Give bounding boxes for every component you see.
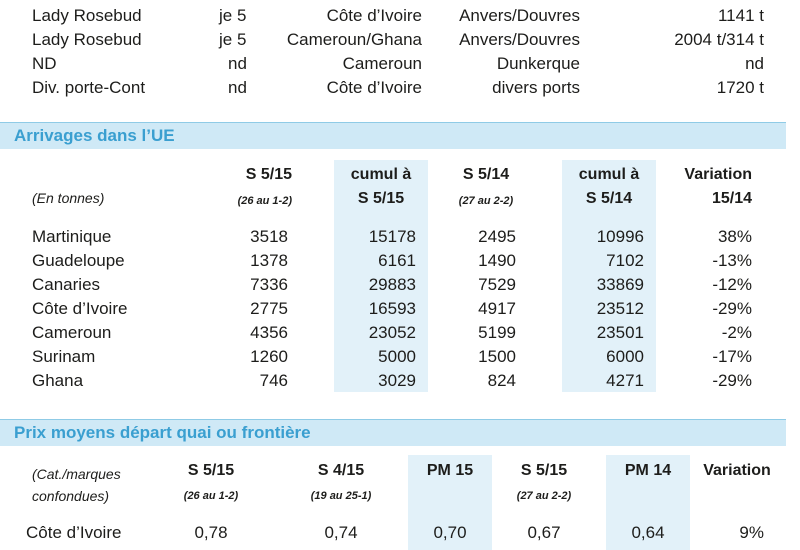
row-variation: -17% bbox=[712, 347, 752, 366]
ship-port: Dunkerque bbox=[496, 54, 580, 73]
row-s514: 4917 bbox=[478, 299, 516, 318]
shipment-row bbox=[0, 4, 800, 28]
shipment-row bbox=[0, 52, 800, 76]
shipment-row bbox=[0, 76, 800, 100]
row-s514: 5199 bbox=[478, 323, 516, 342]
row-variation: -29% bbox=[712, 371, 752, 390]
row-s514: 0,67 bbox=[527, 523, 561, 542]
row-origin: Martinique bbox=[32, 227, 112, 246]
arrivals-col-s514: S 5/14 bbox=[462, 166, 510, 183]
prices-col-s515: S 5/15 bbox=[187, 462, 235, 479]
arrivals-row bbox=[0, 225, 800, 249]
prices-col-s514: S 5/15 bbox=[520, 462, 568, 479]
row-origin: Canaries bbox=[32, 275, 101, 294]
prices-col-s415-range: (19 au 25-1) bbox=[310, 490, 372, 502]
row-origin: Côte d’Ivoire bbox=[32, 299, 128, 318]
row-cumul14: 4271 bbox=[606, 371, 644, 390]
arrivals-row bbox=[0, 369, 800, 393]
ship-quantity: 1720 t bbox=[716, 78, 764, 97]
arrivals-row bbox=[0, 345, 800, 369]
row-origin: Guadeloupe bbox=[32, 251, 125, 270]
prices-col-pm15: PM 15 bbox=[426, 462, 474, 479]
ship-name: Div. porte-Cont bbox=[32, 78, 146, 97]
prices-row bbox=[0, 521, 800, 545]
row-s515: 7336 bbox=[250, 275, 288, 294]
row-s515: 1260 bbox=[250, 347, 288, 366]
row-origin: Cameroun bbox=[32, 323, 112, 342]
shipment-row bbox=[0, 28, 800, 52]
arrivals-col-cumul15-line1: cumul à bbox=[350, 166, 412, 183]
ship-origin: Cameroun/Ghana bbox=[286, 30, 422, 49]
row-variation: -13% bbox=[712, 251, 752, 270]
row-origin: Surinam bbox=[32, 347, 96, 366]
arrivals-section-header bbox=[0, 122, 786, 149]
row-variation: -29% bbox=[712, 299, 752, 318]
arrivals-row bbox=[0, 297, 800, 321]
row-s415: 0,74 bbox=[324, 523, 358, 542]
prices-note-line1: (Cat./marques bbox=[32, 466, 121, 482]
row-s514: 1490 bbox=[478, 251, 516, 270]
row-s515: 4356 bbox=[250, 323, 288, 342]
ship-origin: Côte d’Ivoire bbox=[326, 6, 422, 25]
row-cumul15: 29883 bbox=[368, 275, 416, 294]
prices-col-pm14: PM 14 bbox=[624, 462, 672, 479]
prices-col-s515-range: (26 au 1-2) bbox=[183, 490, 239, 502]
prices-col-s415: S 4/15 bbox=[317, 462, 365, 479]
row-s514: 1500 bbox=[478, 347, 516, 366]
prices-title: Prix moyens départ quai ou frontière bbox=[14, 423, 311, 442]
ship-day: nd bbox=[228, 54, 247, 73]
row-cumul14: 6000 bbox=[606, 347, 644, 366]
arrivals-col-cumul15-line2: S 5/15 bbox=[357, 190, 405, 207]
row-cumul15: 16593 bbox=[368, 299, 416, 318]
arrivals-title: Arrivages dans l’UE bbox=[14, 126, 175, 145]
ship-day: nd bbox=[228, 78, 247, 97]
ship-origin: Cameroun bbox=[342, 54, 422, 73]
ship-name: Lady Rosebud bbox=[32, 6, 142, 25]
row-s515: 0,78 bbox=[194, 523, 228, 542]
row-s514: 824 bbox=[487, 371, 516, 390]
ship-name: Lady Rosebud bbox=[32, 30, 142, 49]
ship-port: Anvers/Douvres bbox=[459, 6, 580, 25]
ship-day: je 5 bbox=[219, 6, 247, 25]
row-s515: 746 bbox=[259, 371, 288, 390]
arrivals-unit-note: (En tonnes) bbox=[32, 190, 105, 206]
arrivals-row bbox=[0, 249, 800, 273]
ship-quantity: 2004 t/314 t bbox=[674, 30, 764, 49]
prices-note-line2: confondues) bbox=[32, 488, 110, 504]
ship-quantity: nd bbox=[745, 54, 764, 73]
row-cumul14: 23512 bbox=[596, 299, 644, 318]
row-s515: 3518 bbox=[250, 227, 288, 246]
arrivals-row bbox=[0, 321, 800, 345]
arrivals-col-cumul14-line2: S 5/14 bbox=[585, 190, 633, 207]
arrivals-col-variation-line1: Variation bbox=[684, 166, 752, 183]
row-variation: -12% bbox=[712, 275, 752, 294]
row-s515: 2775 bbox=[250, 299, 288, 318]
row-s515: 1378 bbox=[250, 251, 288, 270]
arrivals-row bbox=[0, 273, 800, 297]
prices-col-variation: Variation bbox=[703, 462, 771, 479]
arrivals-col-cumul14-line1: cumul à bbox=[578, 166, 640, 183]
row-cumul14: 10996 bbox=[596, 227, 644, 246]
arrivals-col-s515: S 5/15 bbox=[245, 166, 292, 183]
row-s514: 2495 bbox=[478, 227, 516, 246]
prices-col-s514-range: (27 au 2-2) bbox=[516, 490, 572, 502]
row-origin: Côte d’Ivoire bbox=[26, 523, 122, 542]
row-variation: 38% bbox=[717, 227, 752, 246]
row-cumul14: 33869 bbox=[596, 275, 644, 294]
row-cumul15: 3029 bbox=[378, 371, 416, 390]
prices-section-header bbox=[0, 419, 786, 446]
ship-origin: Côte d’Ivoire bbox=[326, 78, 422, 97]
ship-quantity: 1141 t bbox=[717, 6, 764, 25]
row-cumul15: 23052 bbox=[368, 323, 416, 342]
arrivals-col-s515-range: (26 au 1-2) bbox=[237, 195, 292, 207]
ship-name: ND bbox=[32, 54, 57, 73]
row-cumul15: 6161 bbox=[378, 251, 416, 270]
row-variation: -2% bbox=[721, 323, 752, 342]
row-cumul15: 15178 bbox=[368, 227, 416, 246]
row-origin: Ghana bbox=[32, 371, 84, 390]
row-cumul15: 5000 bbox=[378, 347, 416, 366]
arrivals-col-s514-range: (27 au 2-2) bbox=[458, 195, 514, 207]
ship-day: je 5 bbox=[219, 30, 247, 49]
row-pm15: 0,70 bbox=[433, 523, 467, 542]
ship-port: divers ports bbox=[492, 78, 580, 97]
row-s514: 7529 bbox=[478, 275, 516, 294]
row-cumul14: 23501 bbox=[596, 323, 644, 342]
row-cumul14: 7102 bbox=[606, 251, 644, 270]
row-pm14: 0,64 bbox=[631, 523, 665, 542]
ship-port: Anvers/Douvres bbox=[459, 30, 580, 49]
arrivals-col-variation-line2: 15/14 bbox=[711, 190, 752, 207]
row-variation: 9% bbox=[739, 523, 764, 542]
